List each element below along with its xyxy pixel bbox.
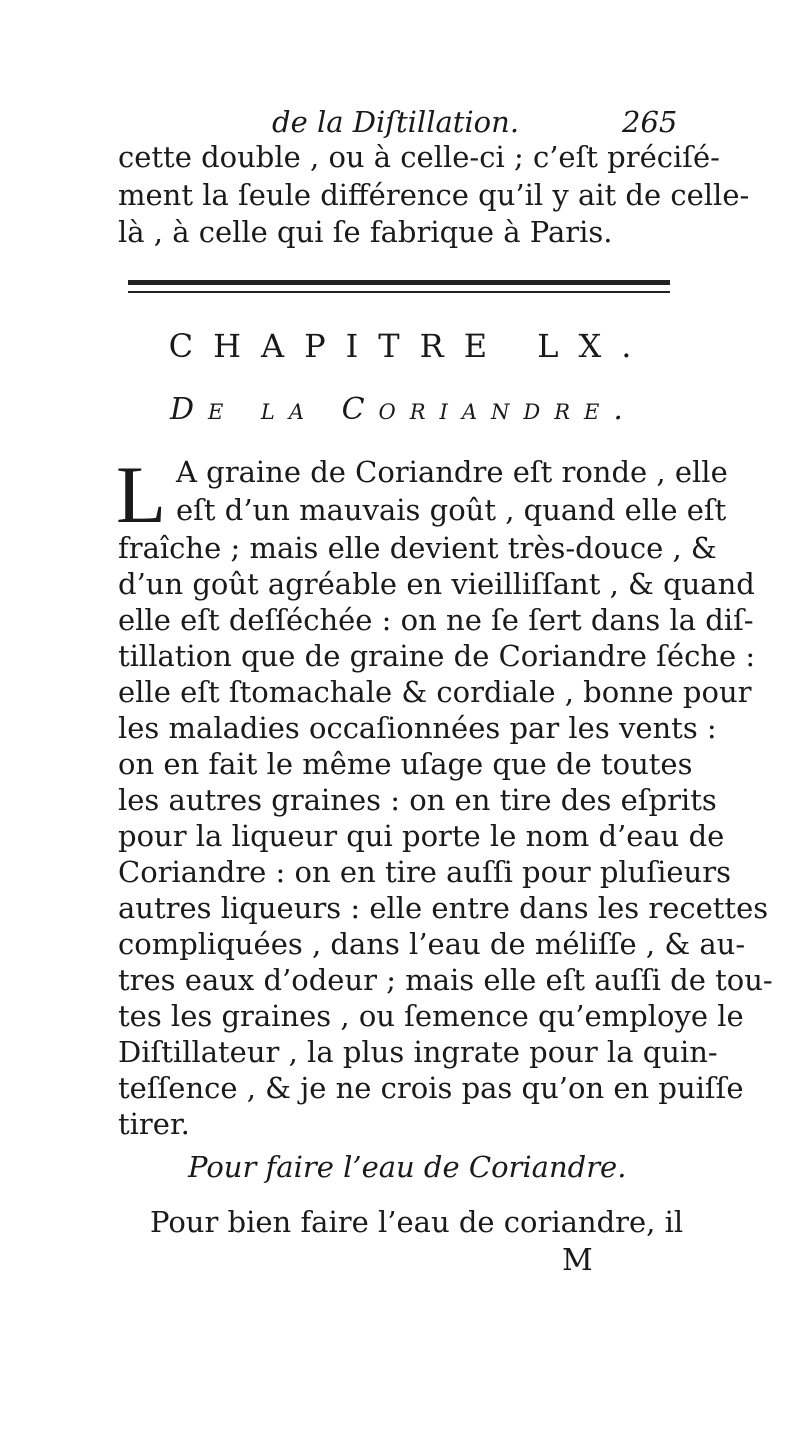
paragraph-line: teſſence , & je ne crois pas qu’on en puiſſe: [118, 1071, 744, 1105]
ornament-rule-thick: [128, 280, 670, 285]
previous-text-line: là , à celle qui ſe fabrique à Paris.: [118, 215, 613, 249]
section-first-line: Pour bien faire l’eau de coriandre, il: [150, 1205, 684, 1239]
chapter-title: CHAPITRE LX.: [168, 327, 652, 365]
paragraph-line: on en fait le même uſage que de toutes: [118, 747, 693, 781]
paragraph-line: elle eſt deſſéchée : on ne ſe ſert dans la diſ-: [118, 603, 754, 637]
section-heading: Pour faire l’eau de Coriandre.: [188, 1150, 627, 1184]
paragraph-line: compliquées , dans l’eau de méliſſe , & au-: [118, 927, 746, 961]
paragraph-line: fraîche ; mais elle devient très-douce , &: [118, 531, 717, 565]
paragraph-line: d’un goût agréable en vieilliſſant , & quand: [118, 567, 755, 601]
paragraph-line: tirer.: [118, 1107, 190, 1141]
paragraph-line: Diſtillateur , la plus ingrate pour la quin-: [118, 1035, 718, 1069]
ornament-rule-thin: [128, 291, 670, 293]
paragraph-line: tres eaux d’odeur ; mais elle eſt auſſi de tou-: [118, 963, 773, 997]
page-number: 265: [622, 105, 678, 139]
paragraph-line: les autres graines : on en tire des eſprits: [118, 783, 717, 817]
previous-text-line: cette double , ou à celle-ci ; c’eſt préciſé-: [118, 140, 720, 174]
paragraph-line: Coriandre : on en tire auſſi pour pluſieurs: [118, 855, 731, 889]
paragraph-line: les maladies occaſionnées par les vents :: [118, 711, 717, 745]
catchword: M: [562, 1243, 593, 1278]
paragraph-line: tes les graines , ou ſemence qu’employe le: [118, 999, 744, 1033]
paragraph-line: autres liqueurs : elle entre dans les recettes: [118, 891, 769, 925]
drop-cap: L: [116, 449, 167, 540]
running-title: de la Diſtillation.: [272, 105, 520, 139]
paragraph-line: pour la liqueur qui porte le nom d’eau de: [118, 819, 725, 853]
paragraph-line: elle eſt ſtomachale & cordiale , bonne pour: [118, 675, 752, 709]
previous-text-line: ment la ſeule différence qu’il y ait de celle-: [118, 178, 750, 212]
paragraph-line: tillation que de graine de Coriandre ſéche :: [118, 639, 756, 673]
paragraph-line: eſt d’un mauvais goût , quand elle eſt: [176, 493, 727, 527]
chapter-subtitle: De la Coriandre.: [170, 392, 637, 427]
paragraph-line: A graine de Coriandre eſt ronde , elle: [176, 455, 728, 489]
